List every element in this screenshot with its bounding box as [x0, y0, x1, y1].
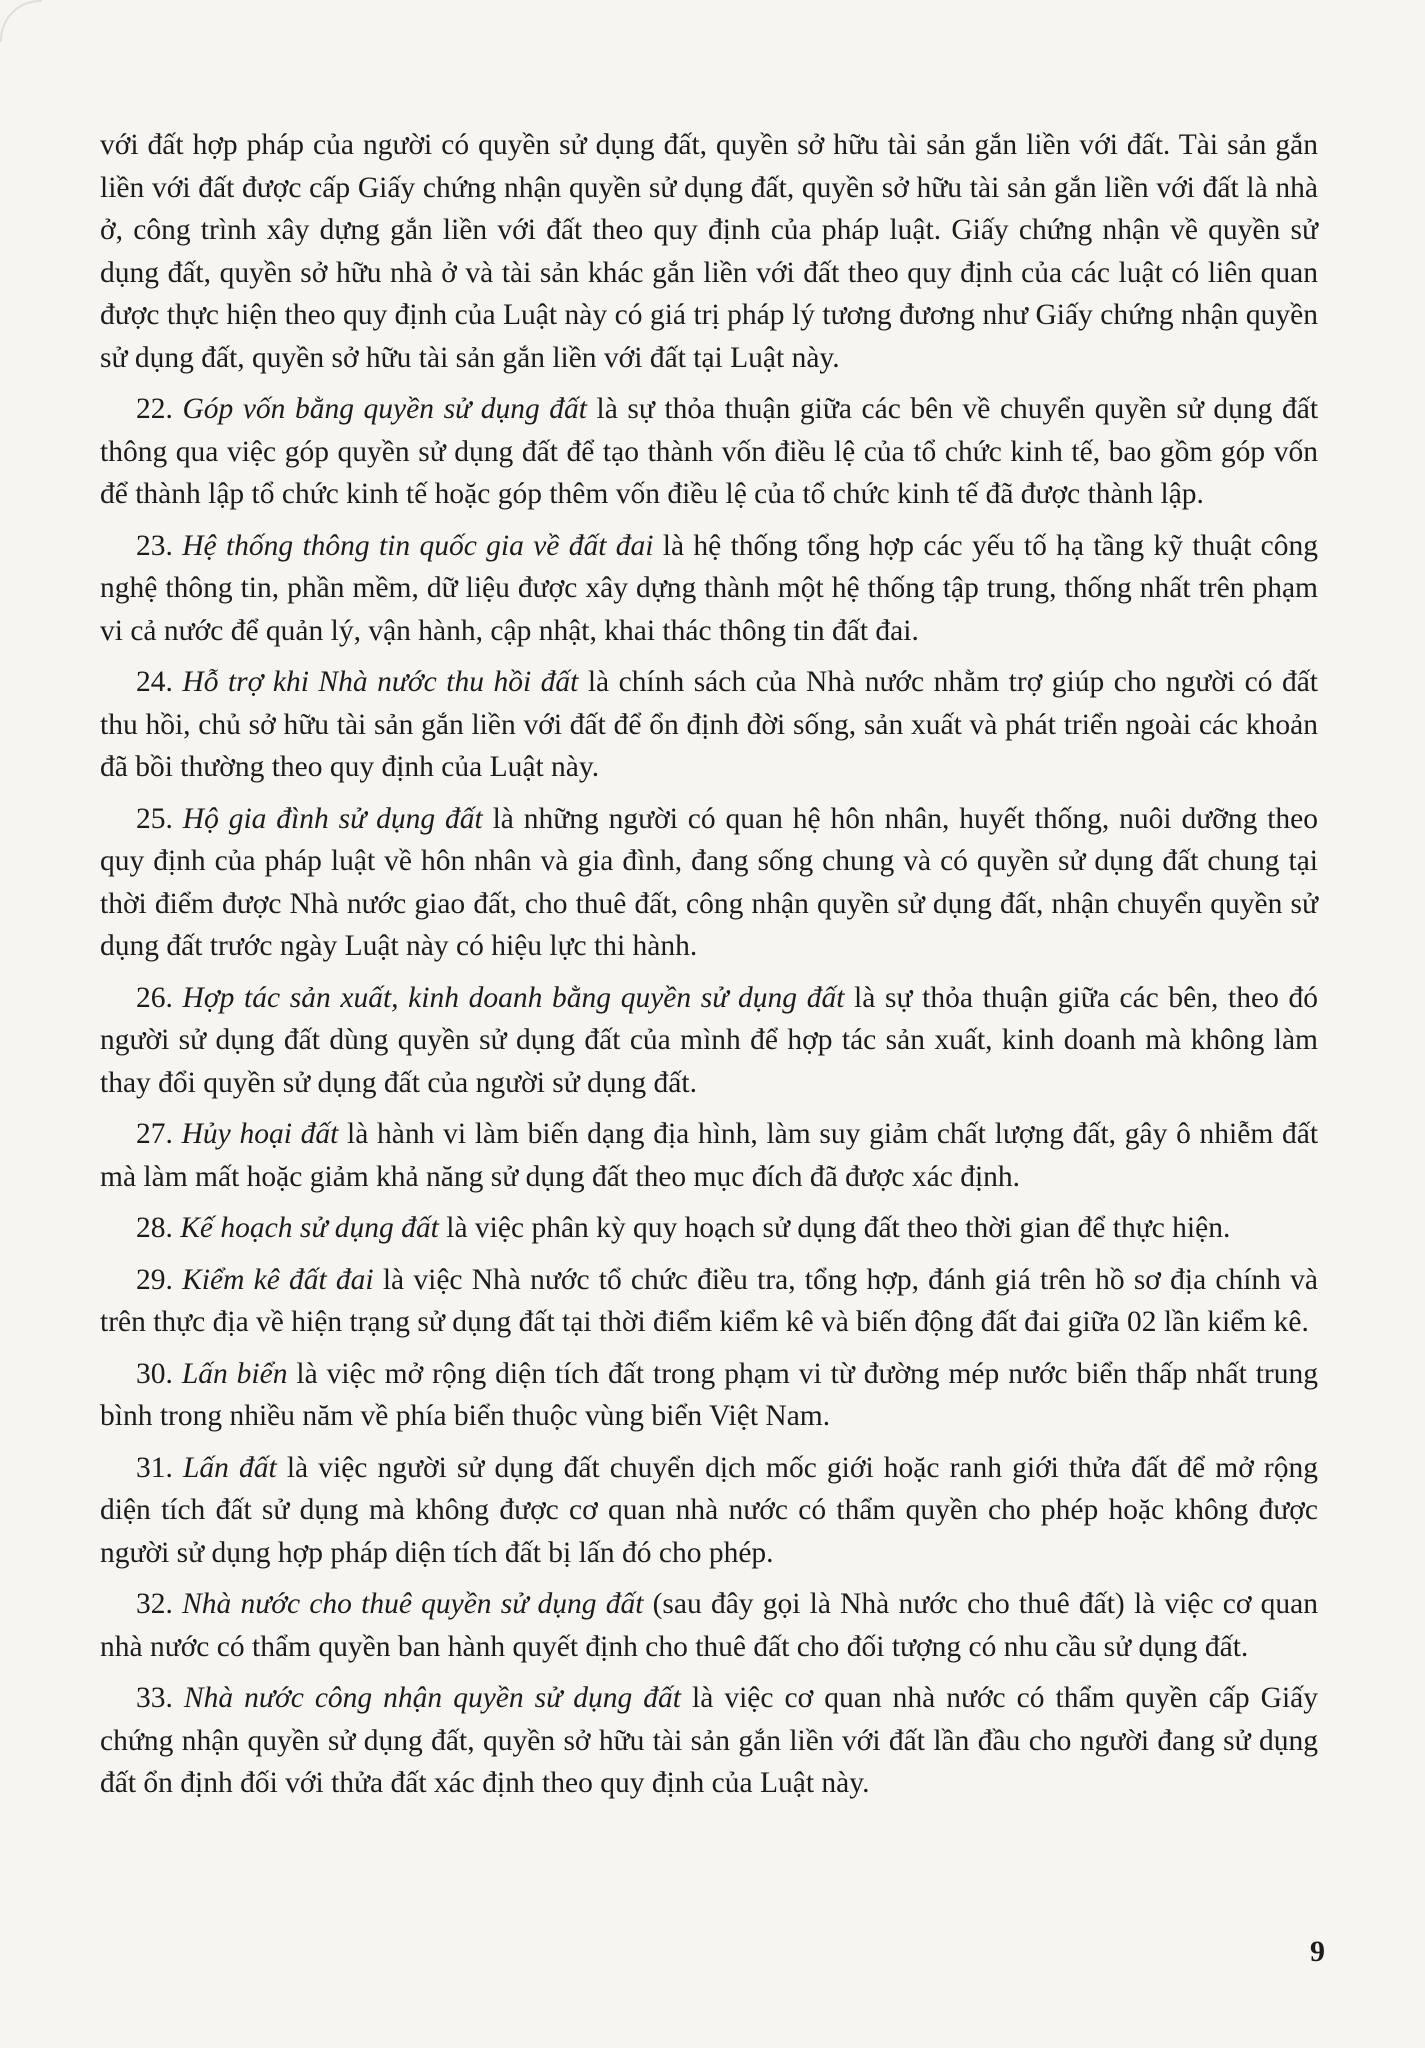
term-29: Kiểm kê đất đai	[182, 1263, 374, 1296]
term-25: Hộ gia đình sử dụng đất	[182, 802, 483, 835]
definition-32: 32. Nhà nước cho thuê quyền sử dụng đất (sau đây gọi là Nhà nước cho thuê đất) là việc cơ quan nhà nước có thẩm quyền ban hành quyết định cho thuê đất cho đối tượng có nhu cầu sử dụng đất.	[100, 1588, 1318, 1663]
definition-27: 27. Hủy hoại đất là hành vi làm biến dạng địa hình, làm suy giảm chất lượng đất, gây ô nhiễm đất mà làm mất hoặc giảm khả năng sử dụng đất theo mục đích đã được xác định.	[100, 1118, 1319, 1193]
definition-30: 30. Lấn biển là việc mở rộng diện tích đất trong phạm vi từ đường mép nước biển thấp nhất trung bình trong nhiều năm về phía biển thuộc vùng biển Việt Nam.	[100, 1357, 1319, 1432]
body-text	[100, 124, 1318, 1814]
definition-29: 29. Kiểm kê đất đai là việc Nhà nước tổ chức điều tra, tổng hợp, đánh giá trên hồ sơ địa chính và trên thực địa về hiện trạng sử dụng đất tại thời điểm kiểm kê và biến động đất đai giữa 02 lần kiểm kê.	[100, 1263, 1319, 1338]
term-27: Hủy hoại đất	[181, 1118, 339, 1150]
page-number: 9	[1310, 1935, 1325, 1968]
definition-22: 22. Góp vốn bằng quyền sử dụng đất là sự thỏa thuận giữa các bên về chuyển quyền sử dụng đất thông qua việc góp quyền sử dụng đất để tạo thành vốn điều lệ của tổ chức kinh tế, bao gồm góp vốn để thành lập tổ chức kinh tế hoặc góp thêm vốn điều lệ của tổ chức kinh tế đã được thành lập.	[100, 393, 1319, 510]
definition-31: 31. Lấn đất là việc người sử dụng đất chuyển dịch mốc giới hoặc ranh giới thửa đất để mở rộng diện tích đất sử dụng mà không được cơ quan nhà nước có thẩm quyền cho phép hoặc không được người sử dụng hợp pháp diện tích đất bị lấn đó cho phép.	[100, 1451, 1319, 1569]
definition-25: 25. Hộ gia đình sử dụng đất là những người có quan hệ hôn nhân, huyết thống, nuôi dưỡng theo quy định của pháp luật về hôn nhân và gia đình, đang sống chung và có quyền sử dụng đất chung tại thời điểm được Nhà nước giao đất, cho thuê đất, công nhận quyền sử dụng đất, nhận chuyển quyền sử dụng đất trước ngày Luật này có hiệu lực thi hành.	[100, 802, 1319, 962]
definition-23: 23. Hệ thống thông tin quốc gia về đất đai là hệ thống tổng hợp các yếu tố hạ tầng kỹ thuật công nghệ thông tin, phần mềm, dữ liệu được xây dựng thành một hệ thống tập trung, thống nhất trên phạm vi cả nước để quản lý, vận hành, cập nhật, khai thác thông tin đất đai.	[100, 529, 1318, 647]
paragraph-continuation: với đất hợp pháp của người có quyền sử dụng đất, quyền sở hữu tài sản gắn liền với đất. Tài sản gắn liền với đất được cấp Giấy chứng nhận quyền sử dụng đất, quyền sở hữu tài sản gắn liền với đất là nhà ở, công trình xây dựng gắn liền với đất theo quy định của pháp luật. Giấy chứng nhận về quyền sử dụng đất, quyền sở hữu nhà ở và tài sản khác gắn liền với đất theo quy định của các luật có liên quan được thực hiện theo quy định của Luật này có giá trị pháp lý tương đương như Giấy chứng nhận quyền sử dụng đất, quyền sở hữu tài sản gắn liền với đất tại Luật này.	[100, 129, 1318, 374]
term-24: Hỗ trợ khi Nhà nước thu hồi đất	[182, 666, 579, 698]
term-22: Góp vốn bằng quyền sử dụng đất	[182, 393, 587, 425]
term-31: Lấn đất	[183, 1451, 277, 1484]
term-32: Nhà nước cho thuê quyền sử dụng đất	[182, 1588, 644, 1620]
term-28: Kế hoạch sử dụng đất	[180, 1212, 439, 1244]
term-30: Lấn biển	[181, 1357, 288, 1390]
term-33: Nhà nước công nhận quyền sử dụng đất	[183, 1682, 681, 1714]
page-corner-shadow	[0, 0, 42, 42]
term-23: Hệ thống thông tin quốc gia về đất đai	[182, 529, 654, 562]
definition-26: 26. Hợp tác sản xuất, kinh doanh bằng quyền sử dụng đất là sự thỏa thuận giữa các bên, theo đó người sử dụng đất dùng quyền sử dụng đất của mình để hợp tác sản xuất, kinh doanh mà không làm thay đổi quyền sử dụng đất của người sử dụng đất.	[100, 981, 1319, 1099]
definition-33: 33. Nhà nước công nhận quyền sử dụng đất là việc cơ quan nhà nước có thẩm quyền cấp Giấy chứng nhận quyền sử dụng đất, quyền sở hữu tài sản gắn liền với đất lần đầu cho người đang sử dụng đất ổn định đối với thửa đất xác định theo quy định của Luật này.	[100, 1682, 1318, 1799]
term-26: Hợp tác sản xuất, kinh doanh bằng quyền sử dụng đất	[182, 981, 845, 1014]
definition-28: 28. Kế hoạch sử dụng đất là việc phân kỳ quy hoạch sử dụng đất theo thời gian để thực hiện.	[136, 1212, 1231, 1244]
definition-24: 24. Hỗ trợ khi Nhà nước thu hồi đất là chính sách của Nhà nước nhằm trợ giúp cho người có đất thu hồi, chủ sở hữu tài sản gắn liền với đất để ổn định đời sống, sản xuất và phát triển ngoài các khoản đã bồi thường theo quy định của Luật này.	[100, 666, 1318, 783]
